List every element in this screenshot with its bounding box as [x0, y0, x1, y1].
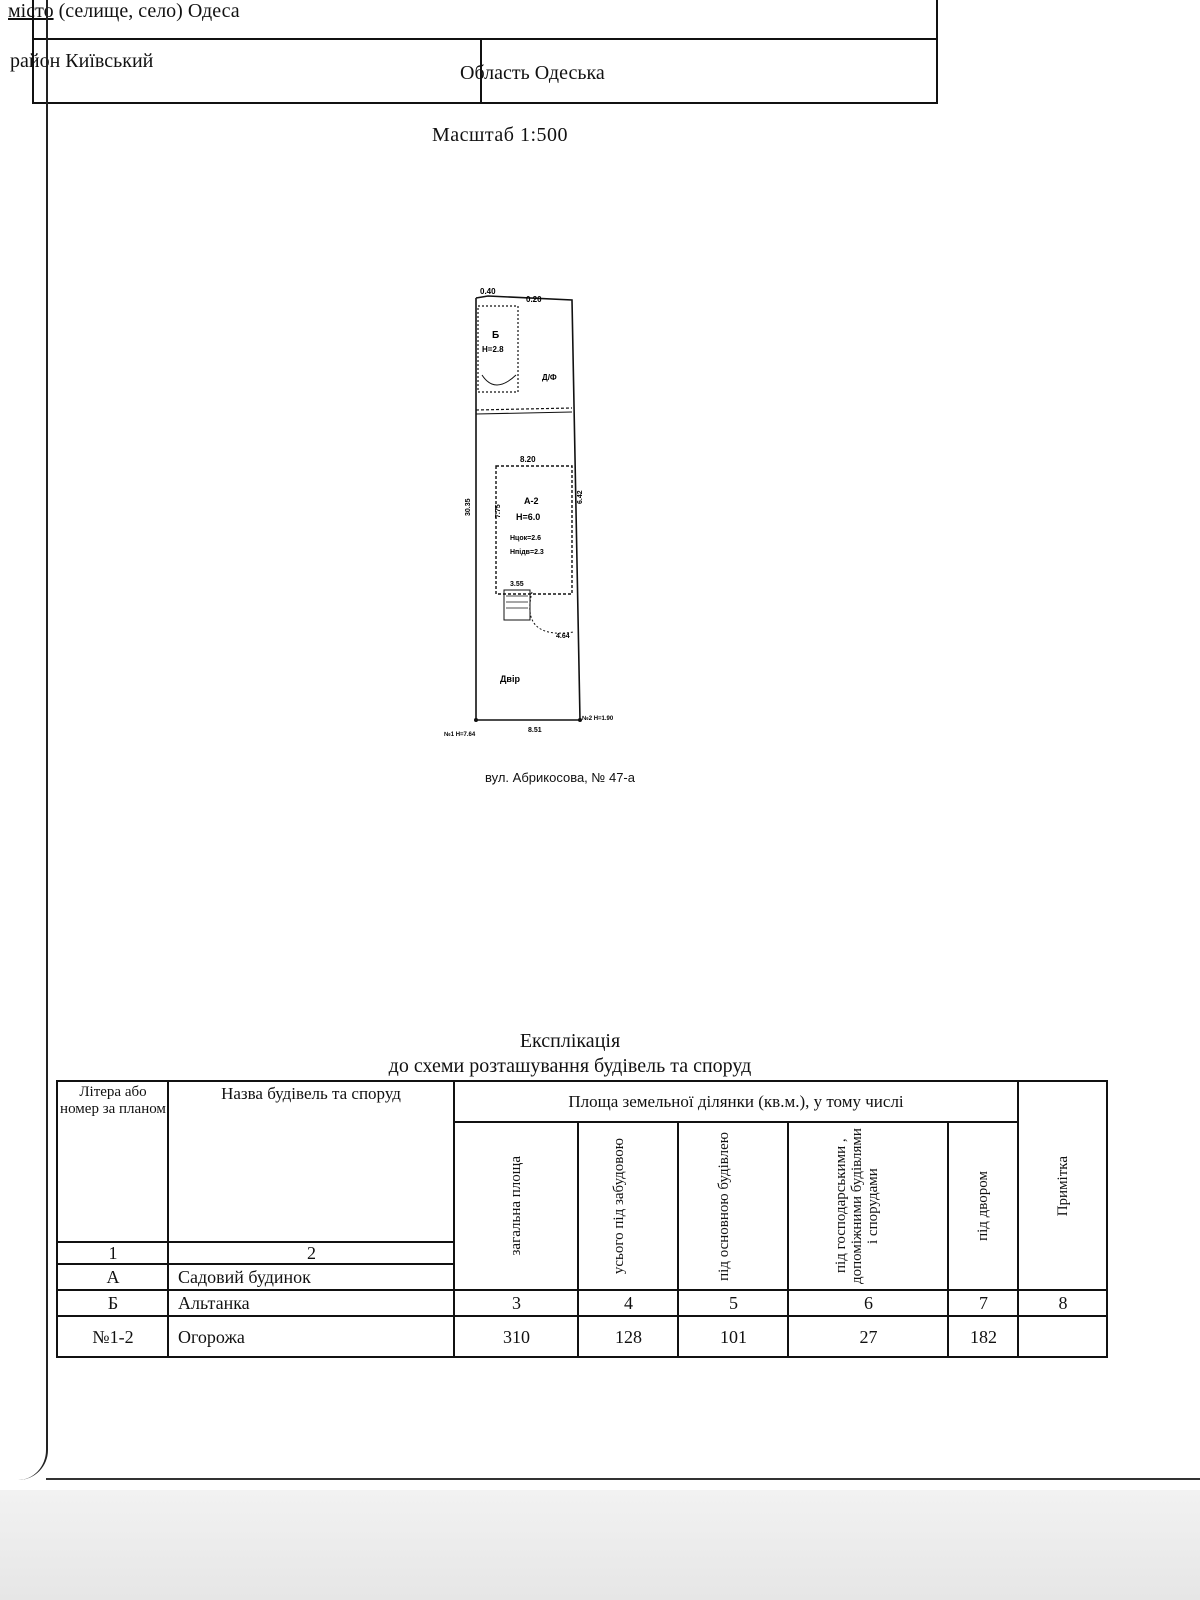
region-value: Одеська — [534, 62, 605, 84]
building-b-label: Б — [492, 330, 500, 341]
dim-side: 30.35 — [465, 498, 472, 516]
dim-bottom: 8.51 — [528, 727, 542, 734]
header-aux-cell — [790, 1124, 946, 1288]
row-letter-c: №1-2 — [92, 1326, 134, 1347]
street-caption: вул. Абрикосова, № 47-а — [485, 770, 635, 785]
stair-box — [504, 590, 530, 620]
dim-top-1: 0.40 — [480, 287, 496, 296]
yard-top-label: Д/Ф — [542, 373, 557, 382]
dim-a-left: 7.75 — [495, 504, 502, 518]
col-number-7: 7 — [979, 1293, 988, 1313]
col-number-2: 2 — [307, 1243, 316, 1263]
value-aux: 27 — [859, 1326, 878, 1347]
header-total-cell — [456, 1124, 576, 1288]
address-region — [460, 62, 605, 85]
header-built: усього під забудовою — [611, 1137, 627, 1275]
value-note — [1019, 1317, 1107, 1357]
fence-line — [476, 408, 572, 410]
value-main: 101 — [720, 1326, 747, 1347]
city-suffix: (селище, село) — [58, 0, 183, 22]
region-label: Область — [460, 62, 530, 84]
header-aux: під господарськими , допоміжними будівлями і спорудами — [833, 1128, 881, 1284]
scan-shadow — [0, 1490, 1200, 1600]
explication-subtitle: до схеми розташування будівель та споруд — [388, 1055, 752, 1077]
explication-title: Експлікація — [519, 1030, 621, 1052]
district-label: район — [10, 50, 61, 72]
header-total: загальна площа — [508, 1156, 524, 1256]
building-a-label: А-2 — [524, 496, 539, 506]
dim-top-2: 0.20 — [526, 295, 542, 304]
building-b-height: H=2.8 — [482, 345, 504, 354]
site-plan — [440, 280, 670, 780]
building-a-h1: Hцок=2.6 — [510, 535, 541, 542]
building-b-arc — [482, 375, 516, 385]
district-value: Київський — [65, 50, 154, 72]
header-note: Примітка — [1055, 1155, 1071, 1217]
explication-table — [56, 1080, 1108, 1358]
col-number-1: 1 — [108, 1243, 118, 1263]
header-letter: Літера або номер за планом — [60, 1084, 166, 1117]
node-right-label: №2 H=1.90 — [582, 716, 614, 722]
header-main-cell — [680, 1124, 786, 1288]
building-a-outline — [496, 466, 572, 594]
page-bottom-edge — [46, 1478, 1200, 1480]
building-a-height: H=6.0 — [516, 512, 541, 522]
row-name-a: Садовий будинок — [178, 1267, 311, 1287]
header-yard: під двором — [975, 1171, 991, 1241]
header-area-group: Площа земельної ділянки (кв.м.), у тому числі — [568, 1092, 904, 1111]
city-value: Одеса — [187, 0, 240, 22]
lot-boundary — [476, 296, 580, 720]
building-a-h2: Hпідв=2.3 — [510, 549, 544, 556]
row-name-b: Альтанка — [178, 1293, 250, 1313]
fence-line-2 — [476, 412, 572, 414]
header-note-cell — [1020, 1084, 1106, 1288]
node-1 — [474, 718, 478, 722]
yard-label: Двір — [500, 674, 520, 684]
header-built-cell — [580, 1124, 676, 1288]
city-label: місто — [8, 0, 54, 22]
page-left-edge — [0, 0, 48, 1480]
dim-porch: 4.64 — [556, 633, 570, 640]
dim-a-right: 6.42 — [577, 490, 584, 504]
col-number-5: 5 — [729, 1293, 738, 1313]
header-name: Назва будівель та споруд — [221, 1084, 401, 1103]
value-yard: 182 — [970, 1326, 997, 1347]
dim-stair: 3.55 — [510, 581, 524, 588]
row-letter-a: А — [106, 1267, 120, 1287]
header-main: під основною будівлею — [716, 1131, 732, 1281]
col-number-8: 8 — [1058, 1293, 1068, 1313]
porch-arc — [530, 592, 574, 633]
col-number-3: 3 — [512, 1293, 521, 1313]
row-name-c: Огорожа — [178, 1326, 245, 1347]
row-letter-b: Б — [107, 1293, 119, 1313]
node-left-label: №1 H=7.64 — [444, 732, 476, 738]
scale-label: Масштаб 1:500 — [431, 124, 569, 146]
value-total: 310 — [503, 1326, 530, 1347]
dim-a-top: 8.20 — [520, 455, 536, 464]
value-built: 128 — [615, 1326, 642, 1347]
header-yard-cell — [950, 1124, 1016, 1288]
col-number-6: 6 — [864, 1293, 873, 1313]
col-number-4: 4 — [624, 1293, 633, 1313]
